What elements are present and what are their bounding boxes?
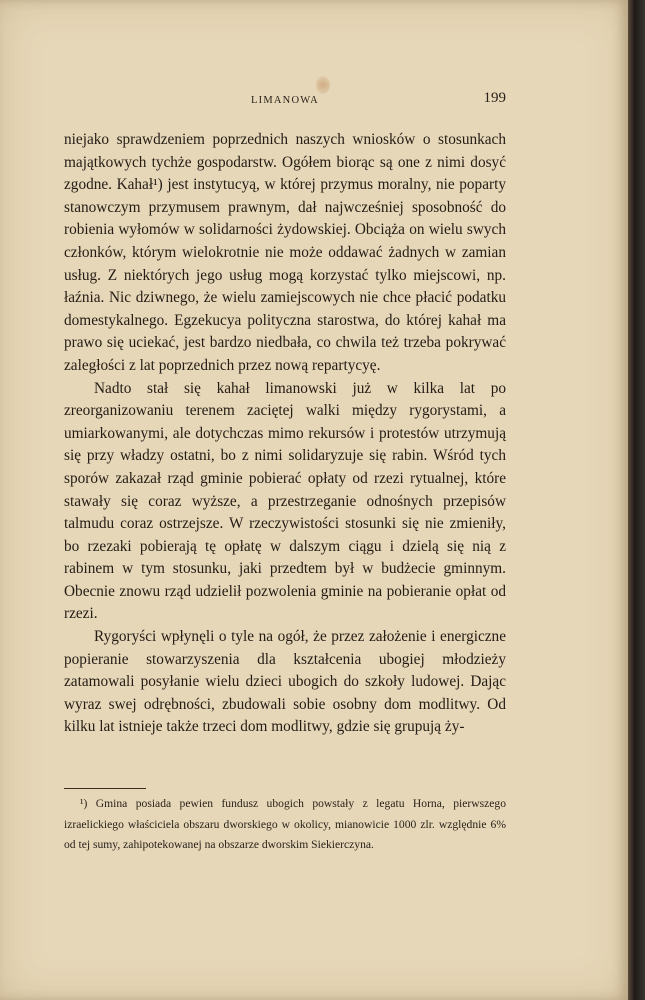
footnote-1: ¹) Gmina posiada pewien fundusz ubogich powstały z legatu Horna, pierwszego izraelickiego właściciela obszaru dworskiego w okolicy, mianowicie 1000 zlr. względnie 6% od tej sumy, zahipotekowanej na obszarze dworskim Siekierczyna. <box>64 797 506 851</box>
paragraph-1: niejako sprawdzeniem poprzednich naszych wniosków o stosunkach majątkowych tychże gospodarstw. Ogółem biorąc są one z nimi dosyć zgodne. Kahał¹) jest instytucyą, w której przymus moralny, nie poparty stanowczym przymusem prawnym, dał najwcześniej sposobność do robienia wyłomów w solidarności żydowskiej. Obciąża on wielu swych członków, którym wielokrotnie nie może oddawać żadnych w zamian usług. Z niektórych jego usług mogą korzystać tylko miejscowi, np. łaźnia. Nic dziwnego, że wielu zamiejscowych nie chce płacić podatku domestykalnego. Egzekucya polityczna starostwa, do której kahał ma prawo się uciekać, jest bardzo niedbała, co chwila też trzeba pokrywać zaległości z lat poprzednich przez nową repartycyę. <box>64 131 506 374</box>
paragraph-3: Rygoryści wpłynęli o tyle na ogół, że przez założenie i energiczne popieranie stowarzyszenia dla kształcenia ubogiej młodzieży zatamowali posyłanie wielu dzieci ubogich do szkoły ludowej. Dając wyraz swej odrębności, zbudowali sobie osobny dom modlitwy. Od kilku lat istnieje także trzeci dom modlitwy, gdzie się grupują ży- <box>64 628 506 736</box>
paragraph-2: Nadto stał się kahał limanowski już w kilka lat po zreorganizowaniu terenem zaciętej walki między rygorystami, a umiarkowanymi, ale dotychczas mimo rekursów i protestów utrzymują się przy władzy ostatni, bo z nimi solidaryzuje się rabin. Wśród tych sporów zakazał rząd gminie pobierać opłaty od rzezi rytualnej, które stawały się coraz wyższe, a przestrzeganie odnośnych przepisów talmudu coraz ostrzejsze. W rzeczywistości stosunki się nie zmieniły, bo rzezaki pobierają tę opłatę w dalszym ciągu i dzielą się nią z rabinem w tym stosunku, jaki przedtem był w budżecie gminnym. Obecnie znowu rząd udzielił pozwolenia gminie na pobieranie opłat od rzezi. <box>64 379 506 623</box>
footnote-rule <box>64 788 146 789</box>
running-title: LIMANOWA <box>251 95 319 106</box>
page-number: 199 <box>483 90 506 106</box>
running-head <box>64 90 506 114</box>
footnotes <box>64 794 506 856</box>
body-text <box>64 129 506 739</box>
book-edge <box>628 0 645 1000</box>
